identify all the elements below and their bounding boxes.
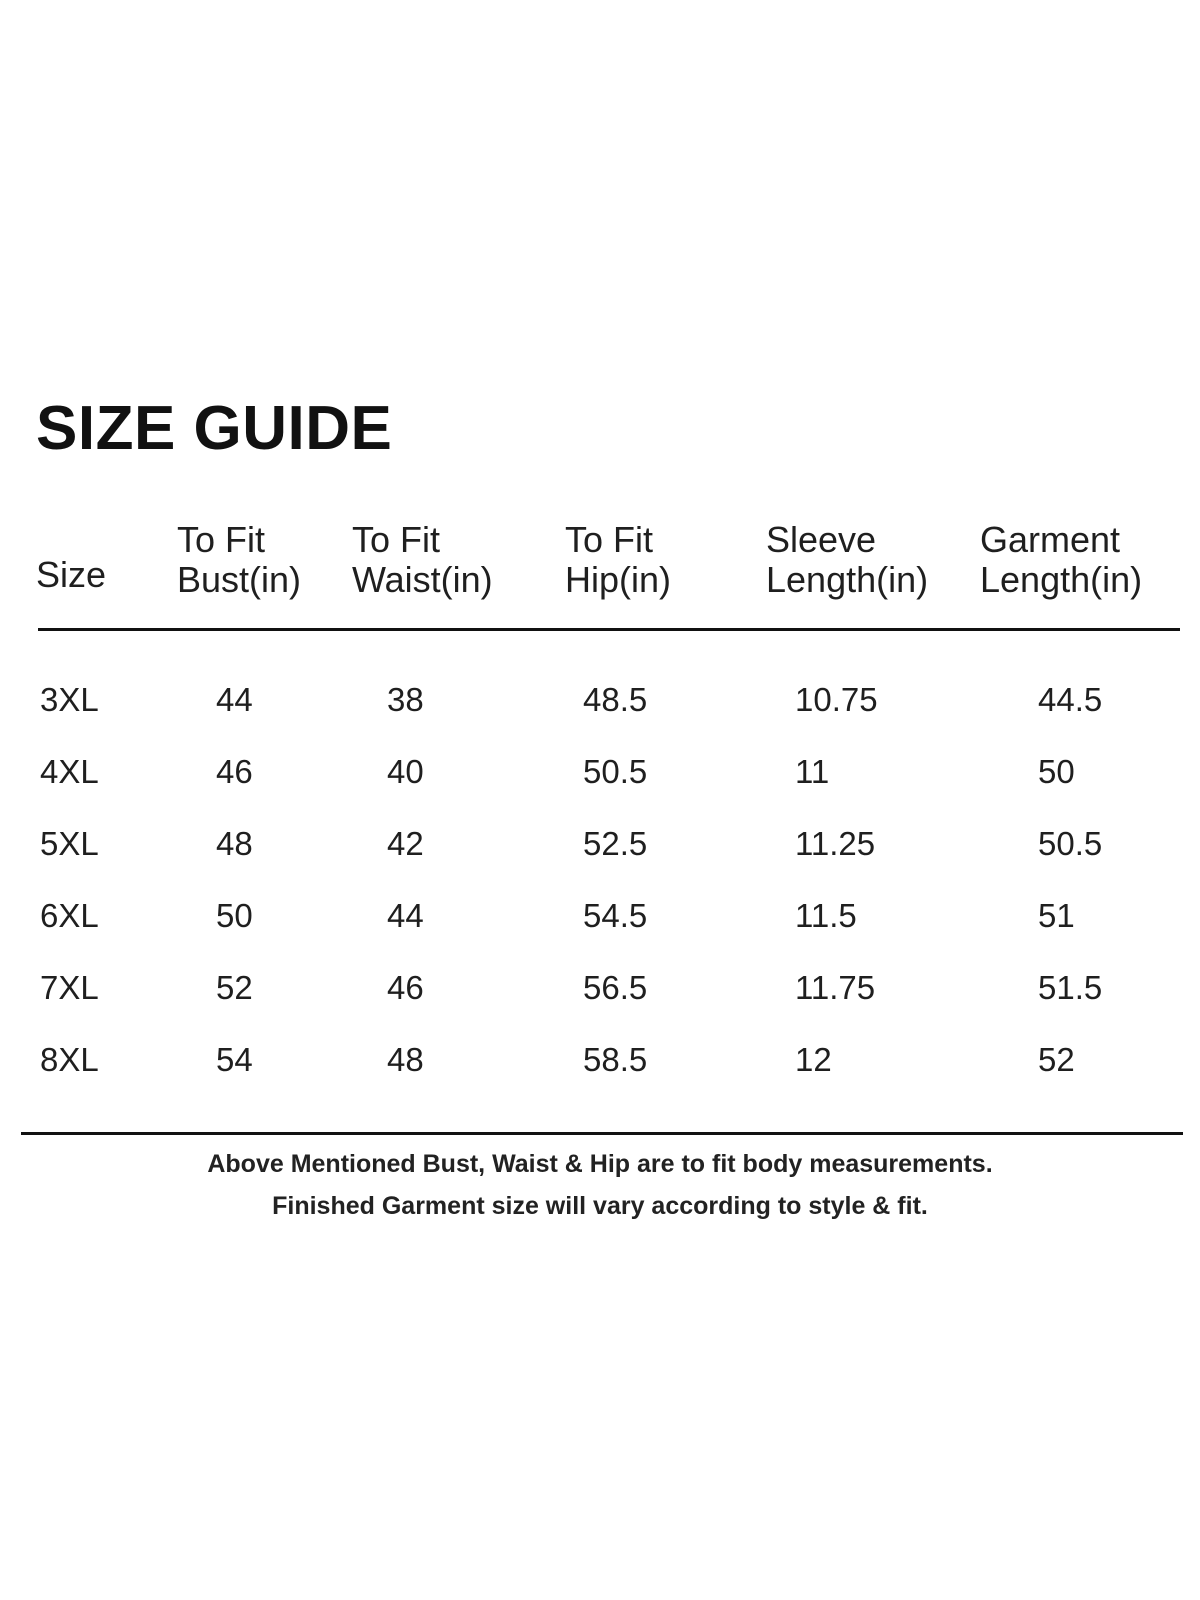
table-cell-size: 4XL — [40, 753, 99, 790]
header-hip — [565, 520, 671, 600]
table-cell-bust: 46 — [216, 753, 253, 790]
table-cell-size: 6XL — [40, 897, 99, 934]
table-cell-size: 3XL — [40, 681, 99, 718]
footnote-line-1: Above Mentioned Bust, Waist & Hip are to fit body measurements. — [207, 1150, 993, 1178]
header-hip-line-1: To Fit — [565, 519, 654, 560]
header-garment — [980, 520, 1142, 600]
header-bust-line-2: Bust(in) — [177, 559, 302, 600]
table-cell-garment: 51 — [1038, 897, 1075, 934]
table-cell-sleeve: 11.25 — [795, 825, 876, 862]
table-cell-waist: 42 — [387, 825, 424, 862]
footer-divider — [21, 1132, 1183, 1135]
table-cell-size: 5XL — [40, 825, 99, 862]
header-sleeve — [766, 520, 928, 600]
table-cell-garment: 50.5 — [1038, 825, 1103, 862]
table-cell-bust: 50 — [216, 897, 253, 934]
table-cell-hip: 56.5 — [583, 969, 648, 1006]
header-size: Size — [36, 554, 107, 595]
table-cell-bust: 48 — [216, 825, 253, 862]
header-bust — [177, 520, 301, 600]
table-cell-garment: 52 — [1038, 1041, 1075, 1078]
header-sleeve-line-2: Length(in) — [766, 559, 929, 600]
table-cell-waist: 48 — [387, 1041, 424, 1078]
header-bust-line-1: To Fit — [177, 519, 266, 560]
table-cell-bust: 52 — [216, 969, 253, 1006]
table-cell-waist: 46 — [387, 969, 424, 1006]
table-cell-hip: 50.5 — [583, 753, 648, 790]
table-cell-sleeve: 11.5 — [795, 897, 857, 934]
table-cell-size: 7XL — [40, 969, 99, 1006]
table-cell-hip: 48.5 — [583, 681, 648, 718]
table-cell-garment: 51.5 — [1038, 969, 1103, 1006]
table-cell-sleeve: 10.75 — [795, 681, 878, 718]
header-garment-line-1: Garment — [980, 519, 1121, 560]
table-cell-hip: 58.5 — [583, 1041, 648, 1078]
table-cell-sleeve: 12 — [795, 1041, 832, 1078]
table-cell-sleeve: 11.75 — [795, 969, 876, 1006]
header-waist-line-2: Waist(in) — [352, 559, 493, 600]
table-cell-garment: 44.5 — [1038, 681, 1103, 718]
table-cell-size: 8XL — [40, 1041, 99, 1078]
table-cell-waist: 38 — [387, 681, 424, 718]
table-cell-waist: 40 — [387, 753, 424, 790]
header-waist-line-1: To Fit — [352, 519, 441, 560]
page-title: SIZE GUIDE — [36, 394, 393, 463]
footnote-line-2: Finished Garment size will vary according to style & fit. — [272, 1192, 928, 1220]
header-sleeve-line-1: Sleeve — [766, 519, 877, 560]
header-garment-line-2: Length(in) — [980, 559, 1143, 600]
table-cell-waist: 44 — [387, 897, 424, 934]
table-cell-hip: 54.5 — [583, 897, 648, 934]
table-cell-sleeve: 11 — [795, 753, 830, 790]
table-cell-hip: 52.5 — [583, 825, 648, 862]
table-cell-bust: 44 — [216, 681, 253, 718]
table-cell-bust: 54 — [216, 1041, 253, 1078]
header-waist — [352, 520, 493, 600]
header-divider — [38, 628, 1180, 631]
table-cell-garment: 50 — [1038, 753, 1075, 790]
header-hip-line-2: Hip(in) — [565, 559, 672, 600]
